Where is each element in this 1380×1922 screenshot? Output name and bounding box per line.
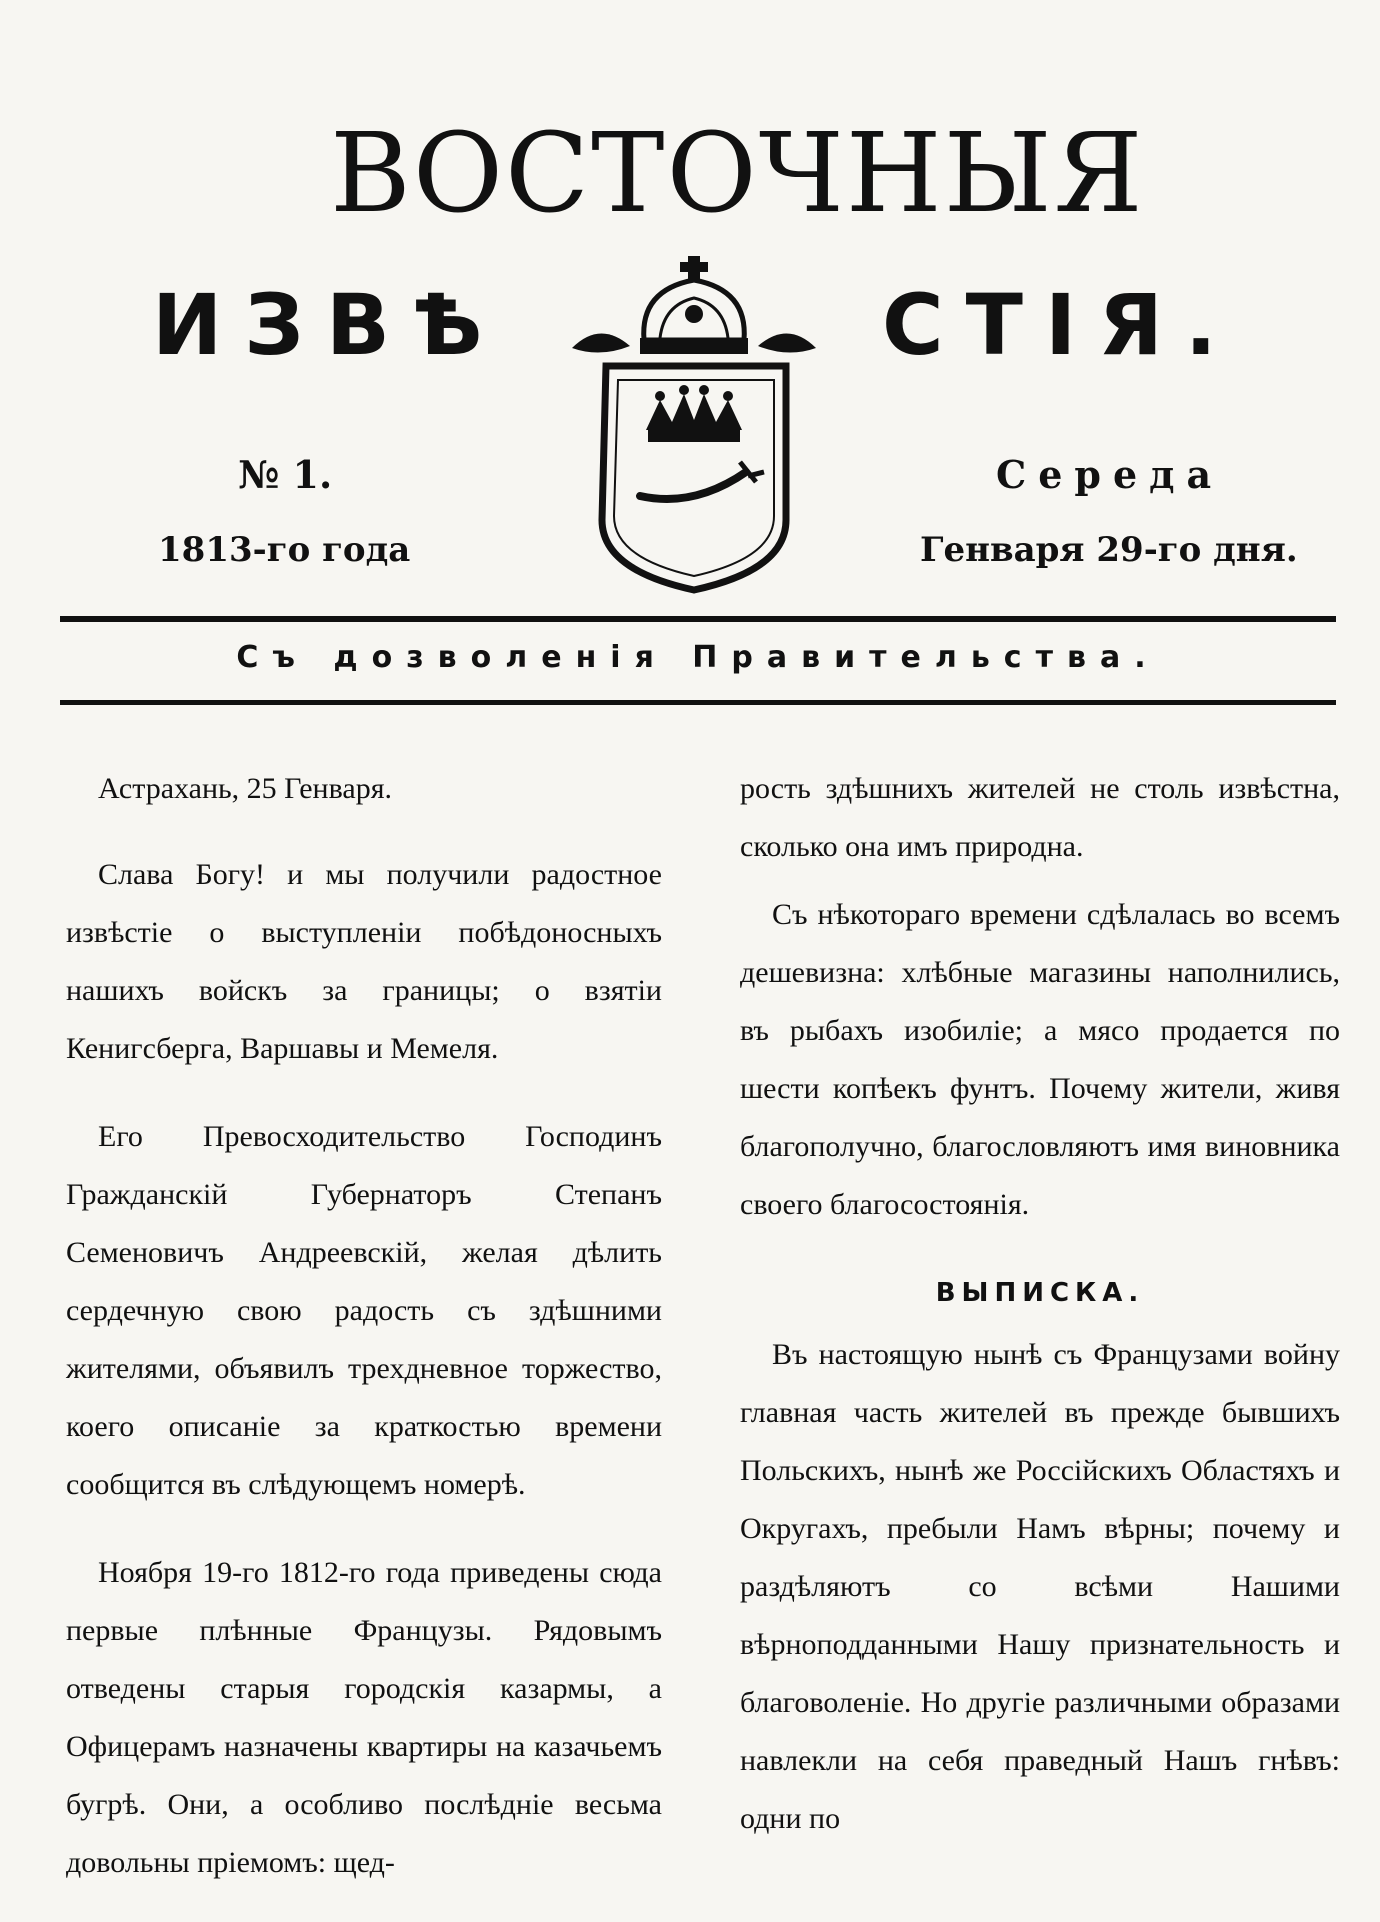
article-dateline: Астрахань, 25 Генваря. — [98, 772, 392, 805]
heraldic-shield-icon — [602, 366, 786, 590]
article-paragraph: Ноября 19-го 1812-го года приведены сюда первые плѣнные Французы. Рядовымъ отведены старыя городскія казармы, а Офицерамъ назначены квартиры на казачьемъ бугрѣ. Они, а особливо послѣдніе весьма довольны пріемомъ: щед- — [66, 1556, 662, 1879]
imperial-crown-icon — [572, 256, 816, 354]
left-column — [66, 760, 662, 1922]
article-paragraph: Слава Богу! и мы получили радостное извѣстіе о выступленіи побѣдоносныхъ нашихъ войскъ за границы; о взятіи Кенигсберга, Варшавы и Мемеля. — [66, 858, 662, 1065]
right-column — [740, 760, 1340, 1878]
article-paragraph: Его Превосходительство Господинъ Гражданскій Губернаторъ Степанъ Семеновичъ Андреевскій, желая дѣлить сердечную свою радость съ здѣшними жителями, объявилъ трехдневное торжество, коего описаніе за краткостью времени сообщится въ слѣдующемъ номерѣ. — [66, 1120, 662, 1501]
masthead-title-line1: ВОСТОЧНЫЯ — [330, 109, 1145, 237]
masthead-rule-top — [60, 616, 1336, 622]
article-paragraph: Съ нѣкотораго времени сдѣлалась во всемъ дешевизна: хлѣбные магазины наполнились, въ рыбахъ изобиліе; а мясо продается по шести копѣекъ фунтъ. Почему жители, живя благополучно, благословляютъ имя виновника своего благосостоянія. — [740, 898, 1340, 1221]
section-heading: ВЫПИСКА. — [935, 1278, 1145, 1308]
masthead-rule-bottom — [60, 700, 1336, 705]
issue-year: 1813-го года — [158, 530, 411, 570]
article-continuation: рость здѣшнихъ жителей не столь извѣстна, сколько она имъ природна. — [740, 772, 1340, 863]
masthead-title-right: СТІЯ. — [882, 276, 1239, 374]
censorship-permission: Съ дозволенія Правительства. — [236, 640, 1160, 675]
issue-number: № 1. — [238, 452, 333, 497]
coat-of-arms-emblem — [560, 250, 828, 600]
issue-weekday: Середа — [996, 452, 1224, 497]
extract-paragraph: Въ настоящую нынѣ съ Французами войну главная часть жителей въ прежде бывшихъ Польскихъ, нынѣ же Россійскихъ Областяхъ и Округахъ, пребыли Намъ вѣрны; почему и раздѣляютъ со всѣми Нашими вѣрноподданными Нашу признательность и благоволеніе. Но другіе различными образами навлекли на себя праведный Нашъ гнѣвъ: одни по — [740, 1338, 1340, 1835]
issue-date: Генваря 29-го дня. — [920, 530, 1298, 570]
masthead-title-left: ИЗВѢ — [152, 276, 505, 374]
